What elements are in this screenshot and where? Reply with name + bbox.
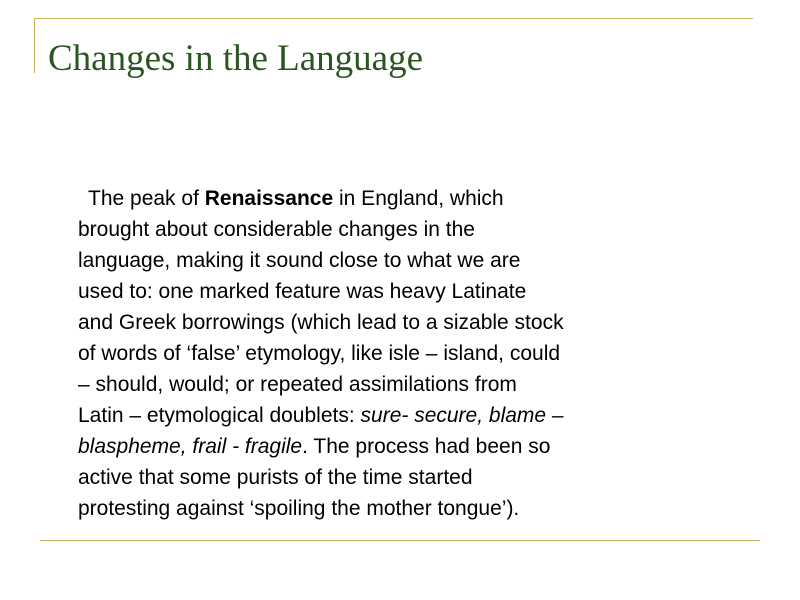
body-line: Latin – etymological doublets: sure- secure, blame – [78,404,564,427]
body-line: language, making it sound close to what we are [78,249,521,272]
body-paragraph [78,183,768,524]
body-line: active that some purists of the time started [78,466,473,489]
body-line: used to: one marked feature was heavy Latinate [78,280,527,303]
left-rule [34,18,35,73]
top-rule [34,18,753,19]
body-line: blaspheme, frail - fragile. The process had been so [78,435,551,458]
italic-example: blaspheme, frail - fragile [78,435,303,458]
body-line: protesting against ‘spoiling the mother tongue’). [78,497,520,520]
slide-title: Changes in the Language [48,38,424,79]
body-line: brought about considerable changes in the [78,218,475,241]
italic-example: sure- secure, blame – [360,404,564,427]
body-line: The peak of Renaissance in England, which [88,187,504,210]
bottom-rule [40,540,760,541]
bold-term: Renaissance [204,187,334,210]
body-line: – should, would; or repeated assimilations from [78,373,517,396]
body-line: and Greek borrowings (which lead to a sizable stock [78,311,564,334]
body-line: of words of ‘false’ etymology, like isle – island, could [78,342,561,365]
